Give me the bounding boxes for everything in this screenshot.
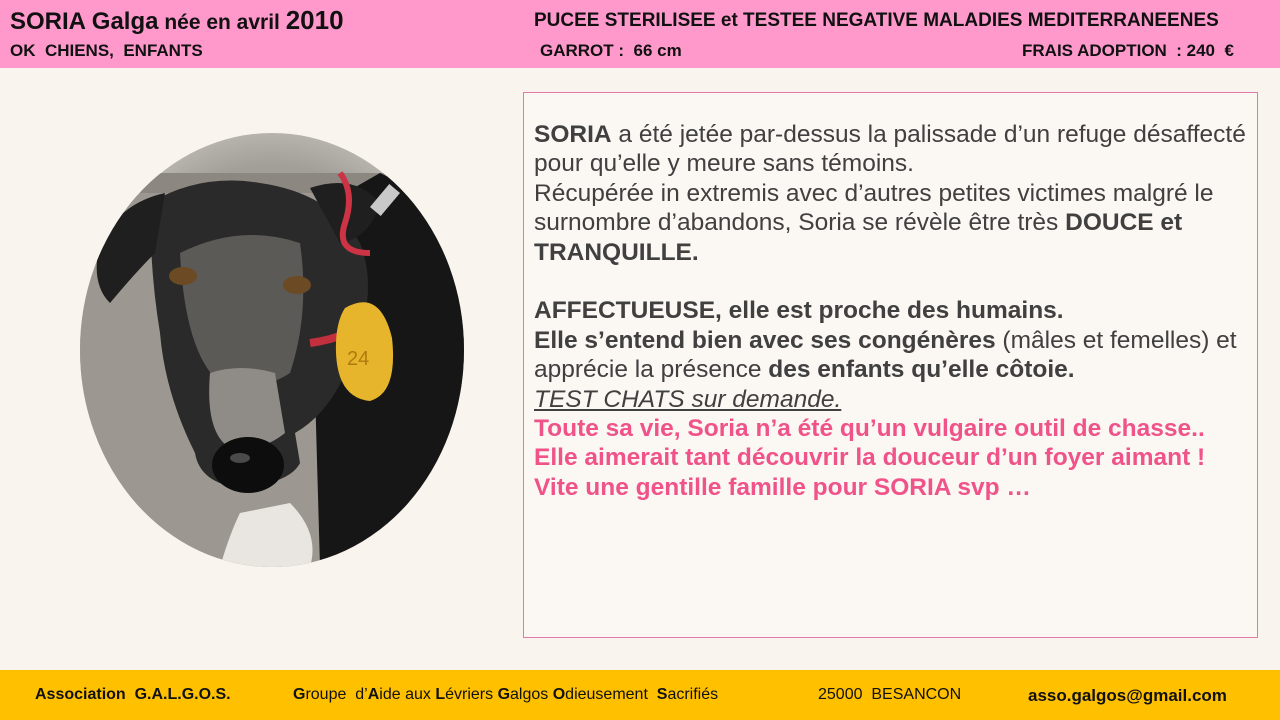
birth-label: née en avril	[158, 11, 286, 34]
temperament-line: AFFECTUEUSE, elle est proche des humains.	[534, 297, 1064, 325]
dog-photo	[80, 133, 464, 567]
cat-test-note: TEST CHATS sur demande.	[534, 385, 842, 413]
ear-tag-number: 24	[347, 348, 370, 370]
rescue-paragraph: Récupérée in extremis avec d’autres petites victimes malgré le surnombre d’abandons, Soria se révèle être très DOUCE et TRANQUILLE.	[534, 179, 1214, 266]
withers-height: GARROT : 66 cm	[540, 41, 682, 60]
association-city: 25000 BESANCON	[818, 686, 962, 703]
sociability-paragraph: Elle s’entend bien avec ses congénères (mâles et femelles) et apprécie la présence des enfants qu’elle côtoie.	[534, 326, 1237, 384]
association-name: Association G.A.L.G.O.S.	[35, 686, 231, 703]
contact-email[interactable]: asso.galgos@gmail.com	[1028, 686, 1227, 705]
appeal-line-3: Vite une gentille famille pour SORIA svp …	[534, 473, 1031, 501]
story-paragraph: SORIA a été jetée par-dessus la palissade d’un refuge désaffecté pour qu’elle y meure sans témoins.	[534, 121, 1246, 178]
adoption-fee: FRAIS ADOPTION : 240 €	[1022, 41, 1234, 60]
appeal-line-2: Elle aimerait tant découvrir la douceur d’un foyer aimant !	[534, 444, 1206, 472]
compatibility: OK CHIENS, ENFANTS	[10, 41, 203, 60]
page-title	[10, 5, 344, 36]
health-status: PUCEE STERILISEE et TESTEE NEGATIVE MALADIES MEDITERRANEENES	[534, 10, 1219, 31]
description-text	[534, 120, 1254, 502]
birth-year: 2010	[285, 5, 344, 35]
dog-name: SORIA Galga	[10, 8, 159, 35]
appeal-line-1: Toute sa vie, Soria n’a été qu’un vulgaire outil de chasse..	[534, 415, 1205, 443]
association-full-name: Groupe d’Aide aux Lévriers Galgos Odieusement Sacrifiés	[293, 686, 719, 703]
